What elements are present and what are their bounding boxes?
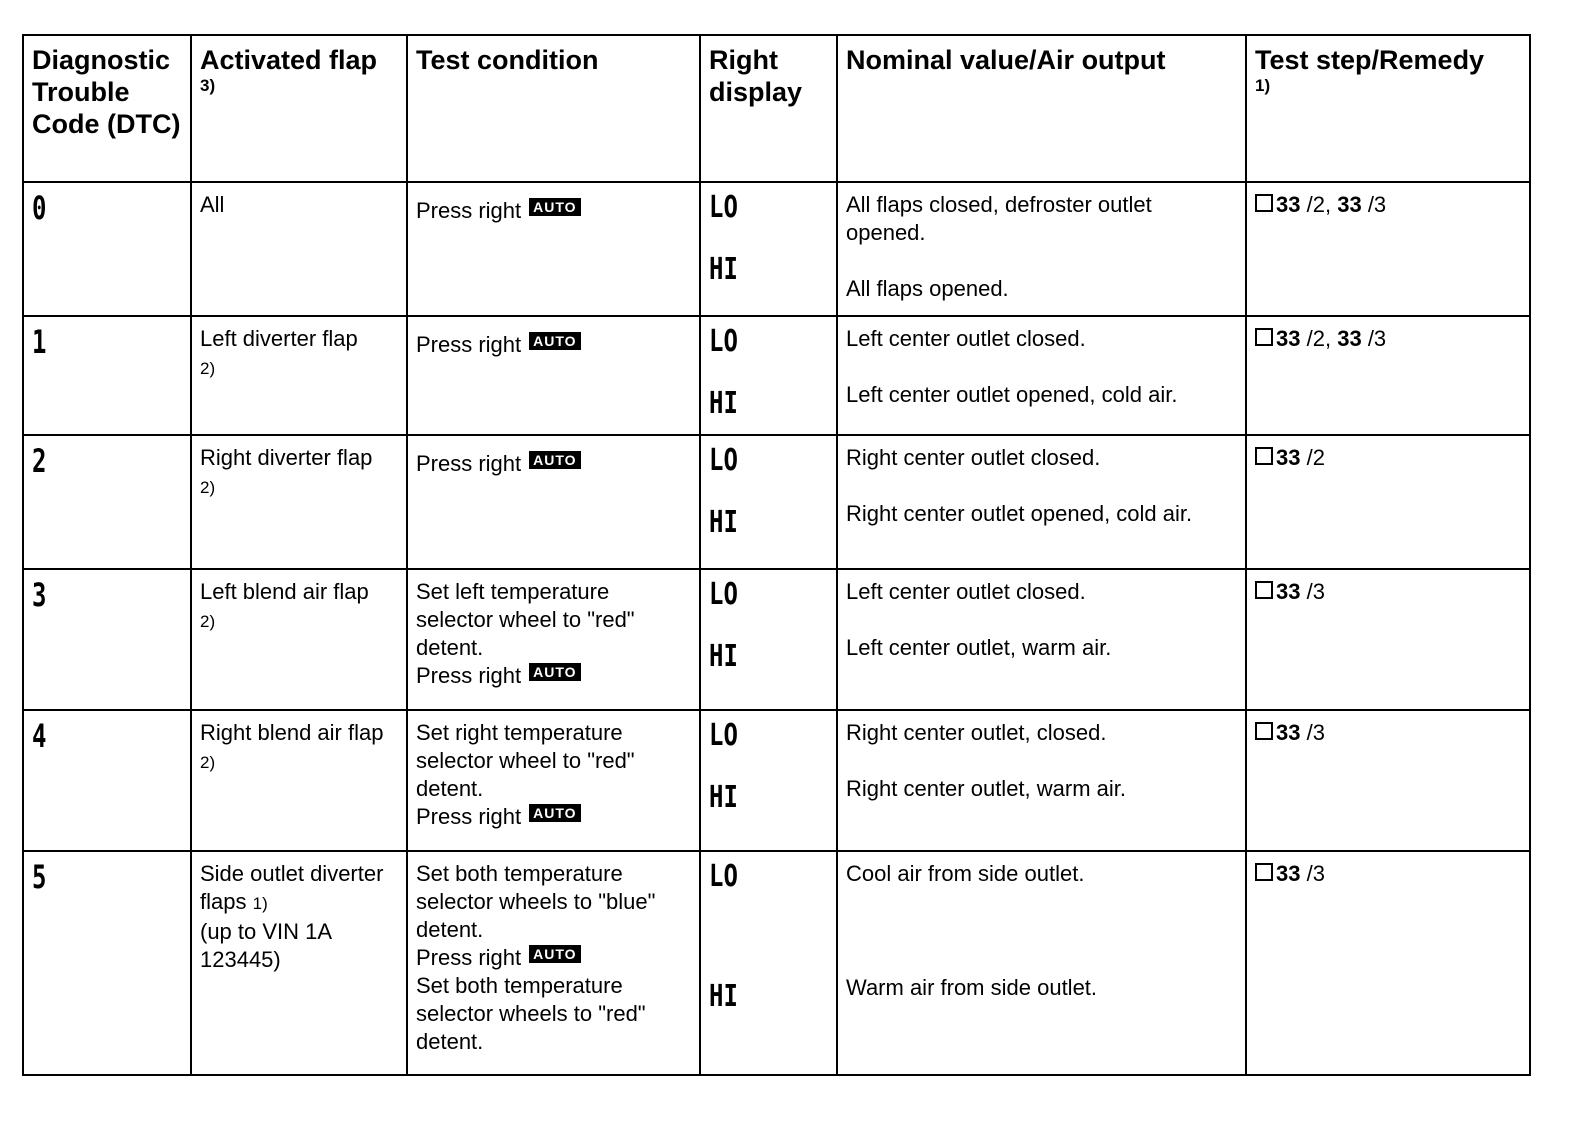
flap-name: Right blend air flap <box>200 720 384 745</box>
display-hi: HI <box>709 505 738 540</box>
test-post: Set both temperature selector wheels to "red" detent. <box>416 973 646 1054</box>
display-hi: HI <box>709 252 738 287</box>
nominal-hi: Left center outlet, warm air. <box>846 635 1112 660</box>
test-pre: Set both temperature selector wheels to "blue" detent. <box>416 861 656 942</box>
auto-button-icon: AUTO <box>529 945 580 963</box>
display-hi: HI <box>709 780 738 815</box>
display-hi: HI <box>709 979 738 1014</box>
nominal-lo: Cool air from side outlet. <box>846 861 1085 886</box>
flap-name: Side outlet diverter flaps <box>200 861 384 914</box>
checkbox-icon <box>1255 863 1273 881</box>
auto-button-icon: AUTO <box>529 332 580 350</box>
nominal-lo: Right center outlet closed. <box>846 445 1101 470</box>
nominal-hi: Right center outlet opened, cold air. <box>846 501 1193 526</box>
dtc-code: 4 <box>32 717 45 755</box>
dtc-code: 1 <box>32 323 45 361</box>
checkbox-icon <box>1255 581 1273 599</box>
header-dtc: Diagnostic Trouble Code (DTC) <box>23 35 191 182</box>
flap-note: 2) <box>200 612 216 631</box>
nominal-hi: Warm air from side outlet. <box>846 975 1098 1000</box>
table-row: 3 Left blend air flap 2) Set left temperature selector wheel to "red" detent. Press right AUTO LO HI Left center outlet closed. Left center outlet, warm air. 33 /3 <box>23 569 1530 710</box>
flap-note: 2) <box>200 753 216 772</box>
table-row: 5 Side outlet diverter flaps 1) (up to VIN 1A 123445) Set both temperature selector wheels to "blue" detent. Press right AUTO Set both temperature selector wheels to "red" detent. LO HI Cool air from side outlet. Warm air from side outlet. 33 /3 <box>23 851 1530 1075</box>
flap-name: Right diverter flap <box>200 445 373 470</box>
header-nominal: Nominal value/Air output <box>837 35 1246 182</box>
table-row: 0 All Press right AUTO LO HI All flaps closed, defroster outlet opened. All flaps opened. 33 /2, 33 /3 <box>23 182 1530 316</box>
table-row: 4 Right blend air flap 2) Set right temperature selector wheel to "red" detent. Press right AUTO LO HI Right center outlet, closed. Right center outlet, warm air. 33 /3 <box>23 710 1530 851</box>
display-lo: LO <box>709 324 738 359</box>
display-lo: LO <box>709 859 738 894</box>
checkbox-icon <box>1255 722 1273 740</box>
nominal-hi: All flaps opened. <box>846 276 1009 301</box>
dtc-code: 0 <box>32 189 45 227</box>
header-remedy: Test step/Remedy 1) <box>1246 35 1530 182</box>
header-row <box>23 35 1530 182</box>
checkbox-icon <box>1255 328 1273 346</box>
dtc-code: 5 <box>32 858 45 896</box>
flap-note: 2) <box>200 478 216 497</box>
test-press: Press right <box>416 451 522 476</box>
display-lo: LO <box>709 190 738 225</box>
dtc-code: 2 <box>32 442 45 480</box>
test-press: Press right <box>416 945 522 970</box>
nominal-lo: Left center outlet closed. <box>846 579 1086 604</box>
header-display: Right display <box>700 35 837 182</box>
display-lo: LO <box>709 577 738 612</box>
test-pre: Set left temperature selector wheel to "red" detent. <box>416 579 635 660</box>
display-lo: LO <box>709 443 738 478</box>
test-press: Press right <box>416 198 522 223</box>
flap-note: 2) <box>200 359 216 378</box>
nominal-lo: Right center outlet, closed. <box>846 720 1107 745</box>
flap-extra: (up to VIN 1A 123445) <box>200 919 331 972</box>
checkbox-icon <box>1255 194 1273 212</box>
header-test: Test condition <box>407 35 700 182</box>
dtc-table <box>22 34 1531 1076</box>
auto-button-icon: AUTO <box>529 198 580 216</box>
auto-button-icon: AUTO <box>529 804 580 822</box>
flap-note: 1) <box>252 894 268 913</box>
auto-button-icon: AUTO <box>529 663 580 681</box>
checkbox-icon <box>1255 447 1273 465</box>
header-flap: Activated flap 3) <box>191 35 407 182</box>
flap-name: Left diverter flap <box>200 326 358 351</box>
display-hi: HI <box>709 639 738 674</box>
auto-button-icon: AUTO <box>529 451 580 469</box>
nominal-hi: Right center outlet, warm air. <box>846 776 1127 801</box>
test-press: Press right <box>416 663 522 688</box>
nominal-lo: Left center outlet closed. <box>846 326 1086 351</box>
nominal-lo: All flaps closed, defroster outlet opened. <box>846 192 1152 245</box>
test-press: Press right <box>416 804 522 829</box>
table-row: 1 Left diverter flap 2) Press right AUTO LO HI Left center outlet closed. Left center outlet opened, cold air. 33 /2, 33 /3 <box>23 316 1530 435</box>
dtc-code: 3 <box>32 576 45 614</box>
test-press: Press right <box>416 332 522 357</box>
nominal-hi: Left center outlet opened, cold air. <box>846 382 1178 407</box>
flap-name: All <box>200 192 225 217</box>
display-hi: HI <box>709 386 738 421</box>
test-pre: Set right temperature selector wheel to "red" detent. <box>416 720 635 801</box>
flap-name: Left blend air flap <box>200 579 369 604</box>
table-row: 2 Right diverter flap 2) Press right AUTO LO HI Right center outlet closed. Right center outlet opened, cold air. 33 /2 <box>23 435 1530 569</box>
display-lo: LO <box>709 718 738 753</box>
